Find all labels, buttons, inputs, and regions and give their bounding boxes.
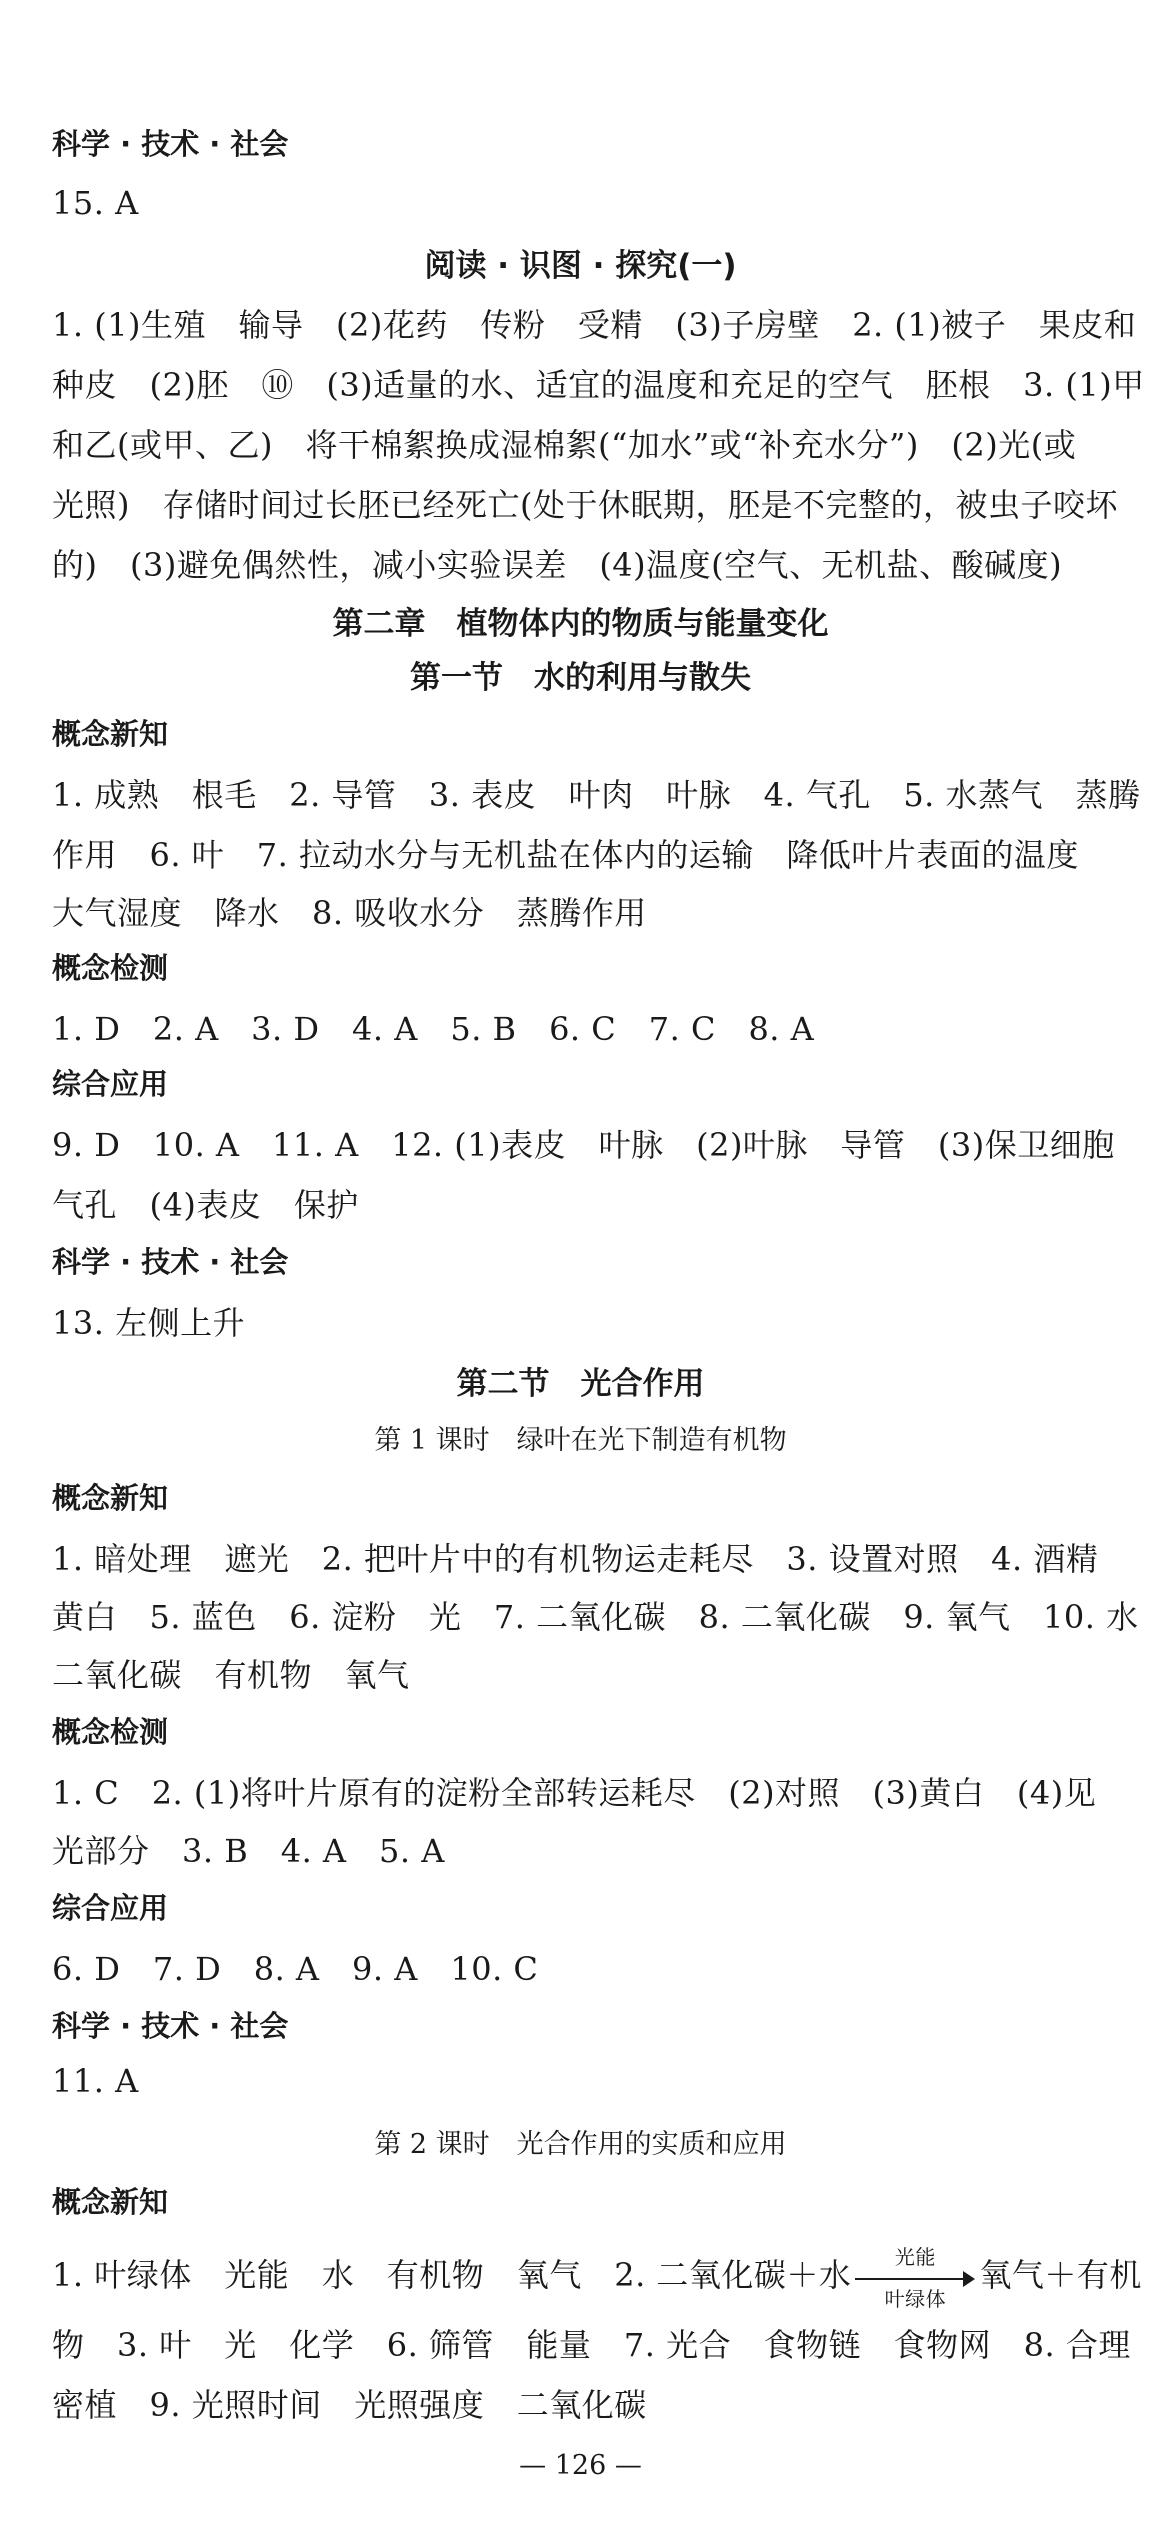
subheading-concept-new: 概念新知 (52, 1481, 169, 1515)
lesson-title: 第 1 课时 绿叶在光下制造有机物 (374, 1425, 787, 1456)
reaction-arrow (855, 2244, 975, 2311)
answer-line: 1. 暗处理 遮光 2. 把叶片中的有机物运走耗尽 3. 设置对照 4. 酒精 (52, 1540, 1099, 1578)
section-title-reading: 阅读 · 识图 · 探究(一) (424, 248, 737, 284)
answer-line: 二氧化碳 有机物 氧气 (52, 1656, 410, 1694)
answer-line-with-formula (52, 2244, 1142, 2311)
subheading-concept-new: 概念新知 (52, 717, 169, 751)
answer-line: 光部分 3. B 4. A 5. A (52, 1832, 445, 1870)
answer-line: 气孔 (4)表皮 保护 (52, 1186, 359, 1224)
page-number: — 126 — (519, 2450, 642, 2481)
section-heading-sts: 科学 · 技术 · 社会 (52, 2009, 289, 2043)
answer-line: 物 3. 叶 光 化学 6. 筛管 能量 7. 光合 食物链 食物网 8. 合理 (52, 2326, 1131, 2364)
formula-right-text: 氧气＋有机 (979, 2256, 1142, 2294)
subheading-concept-check: 概念检测 (52, 951, 169, 985)
answer-line: 1. 成熟 根毛 2. 导管 3. 表皮 叶肉 叶脉 4. 气孔 5. 水蒸气 蒸腾 (52, 776, 1141, 814)
reaction-condition-bottom: 叶绿体 (884, 2286, 947, 2311)
answer-line: 1. C 2. (1)将叶片原有的淀粉全部转运耗尽 (2)对照 (3)黄白 (4)见 (52, 1774, 1097, 1812)
subheading-application: 综合应用 (52, 1891, 169, 1925)
answer-line: 和乙(或甲、乙) 将干棉絮换成湿棉絮(“加水”或“补充水分”) (2)光(或 (52, 426, 1077, 464)
answer-line: 11. A (52, 2062, 139, 2100)
chapter-title: 第二章 植物体内的物质与能量变化 (332, 606, 829, 642)
answer-line: 1. D 2. A 3. D 4. A 5. B 6. C 7. C 8. A (52, 1010, 815, 1048)
answer-line: 大气湿度 降水 8. 吸收水分 蒸腾作用 (52, 894, 647, 932)
subheading-concept-new: 概念新知 (52, 2185, 169, 2219)
answer-line: 9. D 10. A 11. A 12. (1)表皮 叶脉 (2)叶脉 导管 (3)保卫细胞 (52, 1126, 1115, 1164)
answer-line: 光照) 存储时间过长胚已经死亡(处于休眠期，胚是不完整的，被虫子咬坏 (52, 486, 1118, 524)
formula-left-text: 1. 叶绿体 光能 水 有机物 氧气 2. 二氧化碳＋水 (52, 2256, 852, 2294)
answer-line: 密植 9. 光照时间 光照强度 二氧化碳 (52, 2386, 647, 2424)
answer-line: 作用 6. 叶 7. 拉动水分与无机盐在体内的运输 降低叶片表面的温度 (52, 836, 1079, 874)
answer-line: 15. A (52, 184, 139, 222)
answer-line: 黄白 5. 蓝色 6. 淀粉 光 7. 二氧化碳 8. 二氧化碳 9. 氧气 10. 水 (52, 1598, 1139, 1636)
answer-line: 1. (1)生殖 输导 (2)花药 传粉 受精 (3)子房壁 2. (1)被子 果皮和 (52, 306, 1137, 344)
answer-line: 的) (3)避免偶然性，减小实验误差 (4)温度(空气、无机盐、酸碱度) (52, 546, 1063, 584)
section-heading-sts: 科学 · 技术 · 社会 (52, 1245, 289, 1279)
reaction-condition-top: 光能 (894, 2244, 936, 2269)
arrow-line (855, 2278, 967, 2280)
answer-line: 种皮 (2)胚 ⑩ (3)适量的水、适宜的温度和充足的空气 胚根 3. (1)甲 (52, 366, 1145, 404)
section-title: 第二节 光合作用 (456, 1366, 705, 1402)
section-title: 第一节 水的利用与散失 (410, 660, 751, 696)
answer-line: 13. 左侧上升 (52, 1304, 246, 1342)
lesson-title: 第 2 课时 光合作用的实质和应用 (374, 2129, 787, 2160)
answer-line: 6. D 7. D 8. A 9. A 10. C (52, 1950, 539, 1988)
subheading-application: 综合应用 (52, 1067, 169, 1101)
section-heading-sts: 科学 · 技术 · 社会 (52, 127, 289, 161)
subheading-concept-check: 概念检测 (52, 1715, 169, 1749)
